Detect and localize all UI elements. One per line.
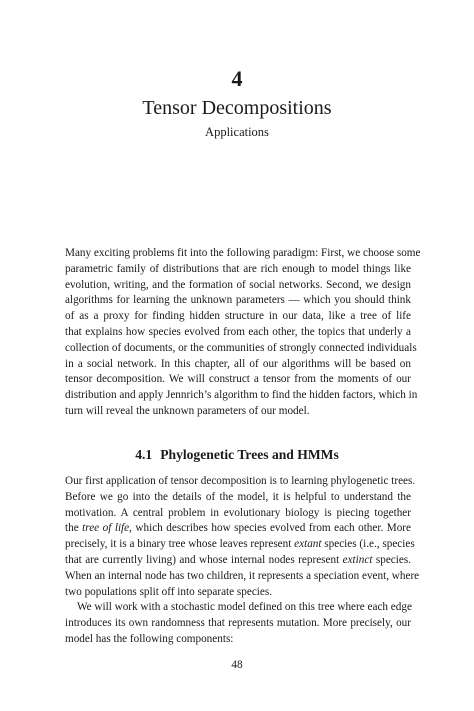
- emphasis-extant: extant: [294, 538, 322, 551]
- section-title: Phylogenetic Trees and HMMs: [160, 447, 339, 462]
- section-number: 4.1: [135, 447, 153, 462]
- text-run: species.: [372, 553, 411, 566]
- emphasis-extinct: extinct: [342, 553, 373, 566]
- text-line: that explains how species evolved from each other, the topics that underly a: [65, 325, 411, 338]
- text-run: , which describes how species evolved from each other. More: [129, 522, 411, 535]
- text-line: evolution, writing, and the formation of social networks. Second, we design: [65, 278, 411, 291]
- section-paragraph-2: [65, 600, 411, 647]
- section-heading: [0, 446, 474, 464]
- text-line: turn will reveal the unknown parameters of our model.: [65, 404, 310, 417]
- chapter-subtitle: Applications: [205, 125, 269, 139]
- text-line: tensor decomposition. We will construct a tensor from the moments of our: [65, 373, 411, 386]
- chapter-number: 4: [231, 66, 243, 91]
- text-line: two populations split off into separate species.: [65, 585, 273, 598]
- text-line: introduces its own randomness that represents mutation. More precisely, our: [65, 616, 411, 629]
- text-run: the: [65, 522, 83, 535]
- text-line: distribution and apply Jennrich’s algorithm to find the hidden factors, which in: [65, 389, 418, 402]
- text-line: When an internal node has two children, it represents a speciation event, where: [65, 569, 420, 582]
- text-run: that are currently living) and whose internal nodes represent: [65, 553, 343, 566]
- text-line: [65, 521, 411, 537]
- text-line: [65, 537, 415, 553]
- intro-paragraph: [65, 246, 421, 420]
- text-line: algorithms for learning the unknown parameters — which you should think: [65, 294, 411, 307]
- text-line: We will work with a stochastic model defined on this tree where each edge: [77, 601, 412, 613]
- text-run: species (i.e., species: [321, 538, 415, 551]
- text-line: in a social network. In this chapter, all of our algorithms will be based on: [65, 357, 411, 370]
- text-line: [65, 553, 411, 569]
- section-paragraph-1: [65, 474, 420, 600]
- text-line: model has the following components:: [65, 632, 234, 645]
- text-line: Before we go into the details of the model, it is helpful to understand the: [65, 490, 411, 503]
- text-line: Our first application of tensor decomposition is to learning phylogenetic trees.: [65, 475, 416, 487]
- page-number: 48: [231, 659, 243, 671]
- text-line: Many exciting problems fit into the following paradigm: First, we choose some: [65, 247, 421, 259]
- chapter-title: Tensor Decompositions: [142, 97, 332, 119]
- text-run: precisely, it is a binary tree whose leaves represent: [65, 538, 295, 551]
- text-line: motivation. A central problem in evolutionary biology is piecing together: [65, 506, 411, 519]
- emphasis-tree-of-life: tree of life: [82, 522, 130, 535]
- text-line: parametric family of distributions that are rich enough to model things like: [65, 262, 411, 275]
- text-line: collection of documents, or the communities of strongly connected individuals: [65, 341, 417, 354]
- text-line: of as a proxy for finding hidden structure in our data, like a tree of life: [65, 310, 411, 323]
